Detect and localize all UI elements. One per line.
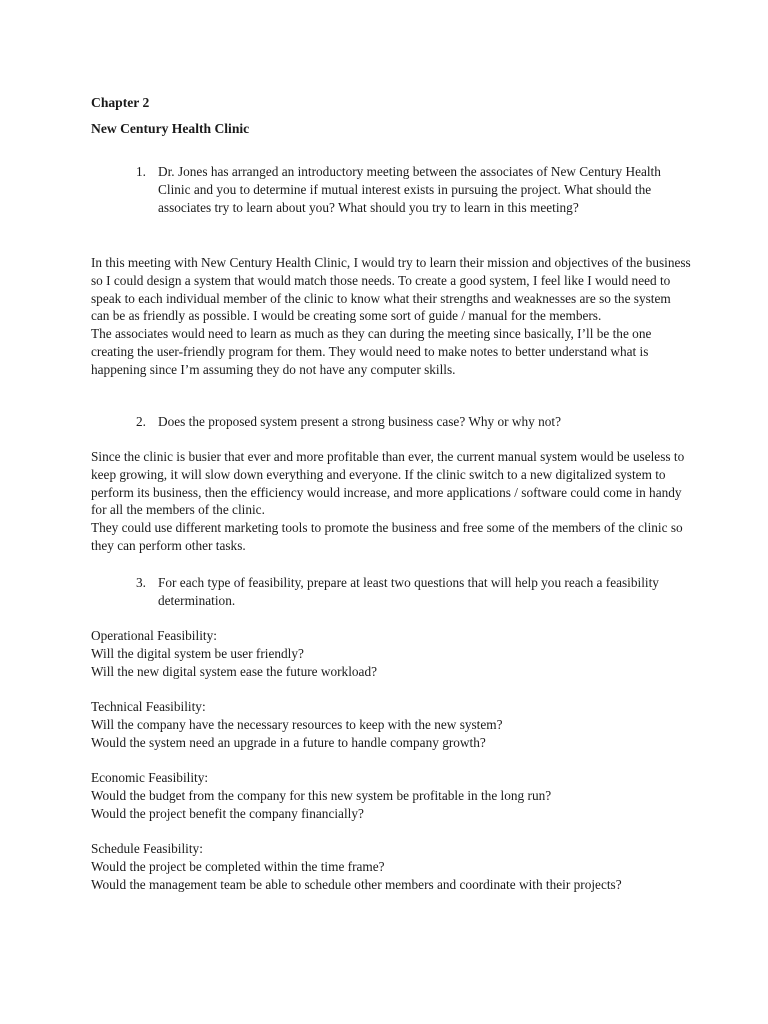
feasibility-question: Would the system need an upgrade in a future to handle company growth? (91, 734, 486, 750)
feasibility-economic (91, 769, 691, 822)
feasibility-schedule (91, 840, 691, 893)
feasibility-question: Would the management team be able to schedule other members and coordinate with their projects? (91, 876, 622, 892)
answer-2 (91, 448, 691, 555)
question-number: 2. (136, 414, 146, 429)
question-text: Does the proposed system present a strong business case? Why or why not? (158, 414, 562, 429)
feasibility-question: Will the digital system be user friendly? (91, 645, 304, 661)
answer-1 (91, 254, 691, 379)
feasibility-question: Will the new digital system ease the future workload? (91, 663, 377, 679)
feasibility-heading: Technical Feasibility: (91, 699, 206, 714)
feasibility-technical (91, 698, 691, 751)
question-text: For each type of feasibility, prepare at least two questions that will help you reach a feasibility determination. (158, 575, 659, 608)
answer-paragraph: Since the clinic is busier that ever and more profitable than ever, the current manual system would be useless to keep growing, it will slow down everything and everyone. If the clinic switch to a new digitalized system to perform its business, then the efficiency would increase, and more applications / software could come in handy for all the members of the clinic. (91, 449, 685, 518)
feasibility-question: Would the project be completed within the time frame? (91, 858, 385, 874)
question-2 (136, 413, 688, 431)
feasibility-heading: Schedule Feasibility: (91, 841, 203, 856)
answer-paragraph: The associates would need to learn as much as they can during the meeting since basically, I’ll be the one creating the user-friendly program for them. They would need to make notes to better understand what is happening since I’m assuming they do not have any computer skills. (91, 326, 652, 377)
question-number: 3. (136, 575, 146, 590)
feasibility-question: Would the project benefit the company financially? (91, 805, 364, 821)
question-1 (136, 163, 688, 216)
chapter-heading: Chapter 2 (91, 95, 150, 110)
document-title: New Century Health Clinic (91, 121, 250, 136)
answer-paragraph: They could use different marketing tools to promote the business and free some of the members of the clinic so they can perform other tasks. (91, 520, 683, 553)
question-number: 1. (136, 164, 146, 179)
feasibility-heading: Operational Feasibility: (91, 628, 217, 643)
answer-paragraph: In this meeting with New Century Health Clinic, I would try to learn their mission and objectives of the business so I could design a system that would match those needs. To create a good system, I feel like I would need to speak to each individual member of the clinic to know what their strengths and weaknesses are so the system can be as friendly as possible. I would be creating some sort of guide / manual for the members. (91, 255, 691, 324)
feasibility-question: Would the budget from the company for this new system be profitable in the long run? (91, 787, 552, 803)
feasibility-operational (91, 627, 691, 680)
feasibility-heading: Economic Feasibility: (91, 770, 209, 785)
feasibility-question: Will the company have the necessary resources to keep with the new system? (91, 716, 503, 732)
question-3 (136, 574, 688, 610)
question-text: Dr. Jones has arranged an introductory meeting between the associates of New Century Health Clinic and you to determine if mutual interest exists in pursuing the project. What should the associates try to learn about you? What should you try to learn in this meeting? (158, 164, 661, 215)
